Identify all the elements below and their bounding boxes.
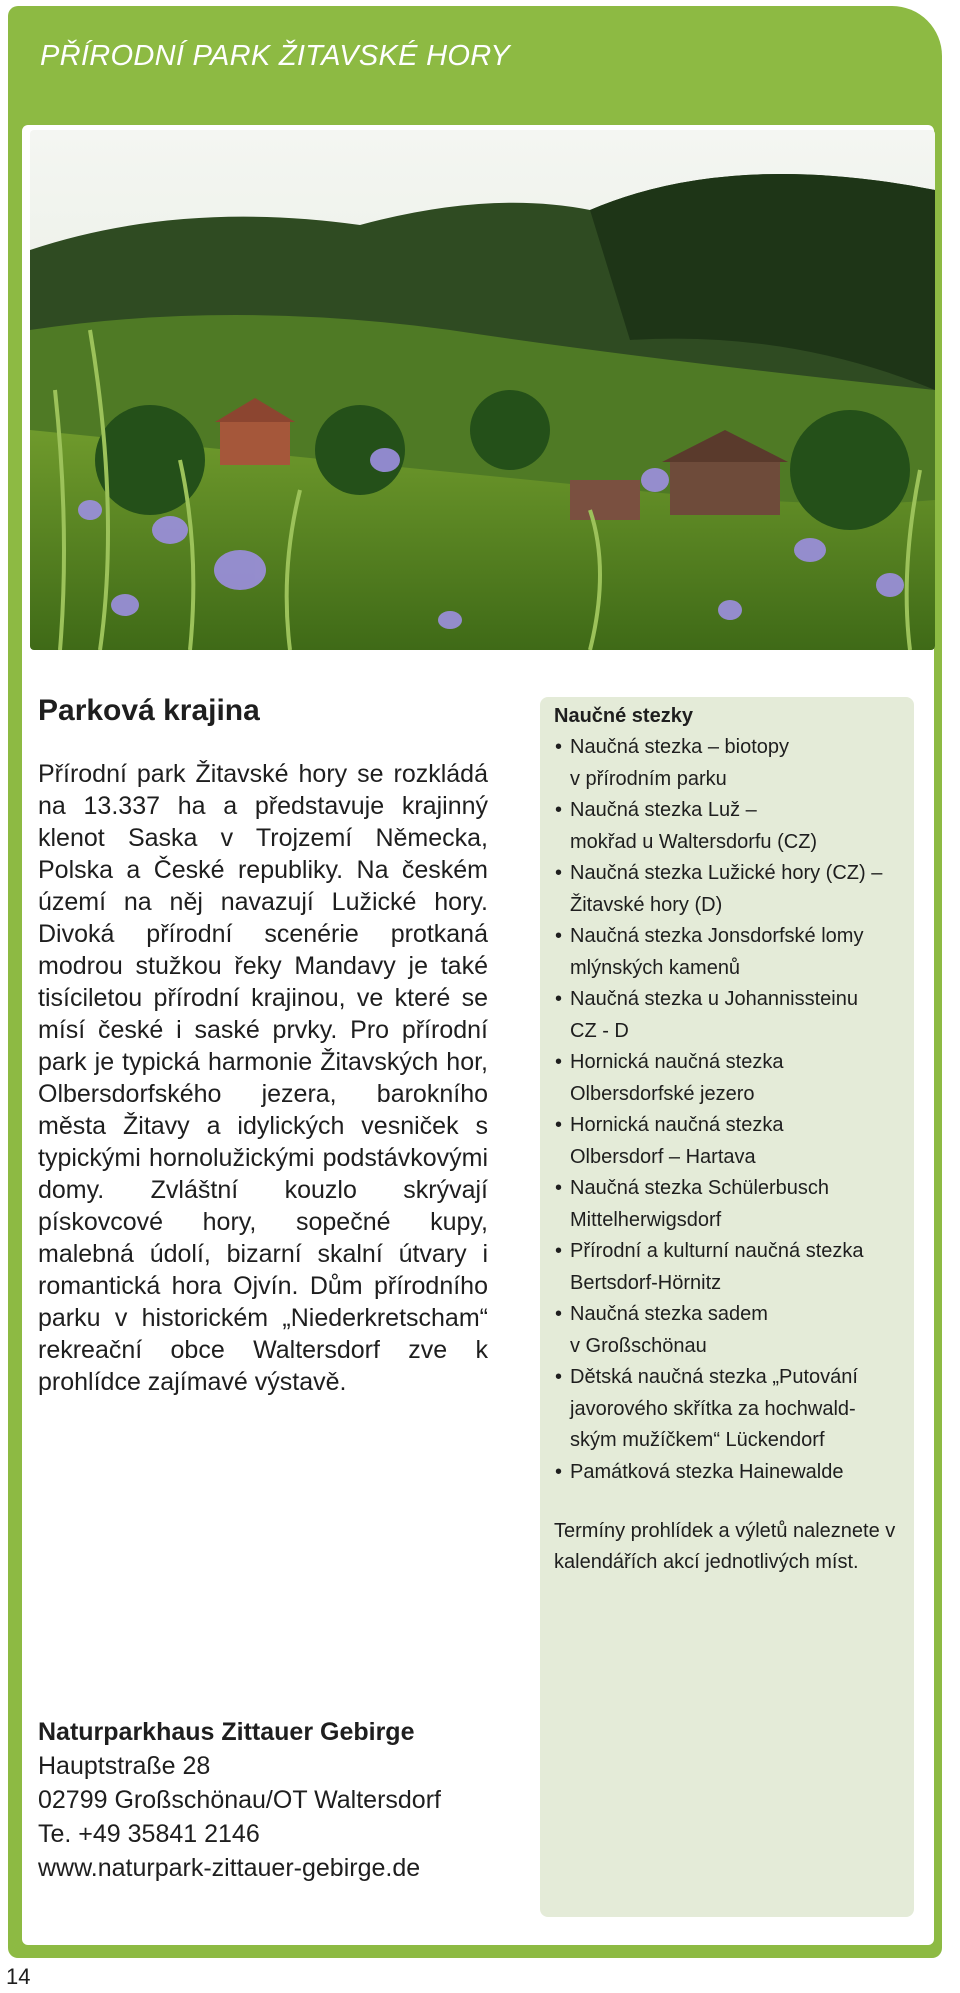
list-item: • Naučná stezka sadem v Großschönau xyxy=(554,1299,906,1362)
list-item: • Dětská naučná stezka „Putování javorového skřítka za hochwald- ským mužíčkem“ Lückendorf xyxy=(554,1362,906,1457)
list-item: • Hornická naučná stezka Olbersdorfské jezero xyxy=(554,1047,906,1110)
trails-heading: Naučné stezky xyxy=(554,705,693,727)
contact-block xyxy=(38,1715,518,1885)
park-title: PŘÍRODNÍ PARK ŽITAVSKÉ HORY xyxy=(40,40,511,72)
trails-note: Termíny prohlídek a výletů naleznete v kalendářích akcí jednotlivých míst. xyxy=(554,1520,896,1573)
list-item: • Hornická naučná stezka Olbersdorf – Hartava xyxy=(554,1110,906,1173)
list-item: • Naučná stezka Lužické hory (CZ) – Žitavské hory (D) xyxy=(554,858,906,921)
list-item: • Památková stezka Hainewalde xyxy=(554,1457,906,1489)
article xyxy=(38,694,488,1398)
contact-street: Hauptstraße 28 xyxy=(38,1752,211,1780)
educational-trails-box xyxy=(540,697,914,1917)
list-item: • Naučná stezka Jonsdorfské lomy mlýnských kamenů xyxy=(554,921,906,984)
article-body: Přírodní park Žitavské hory se rozkládá na 13.337 ha a představuje krajinný klenot Saska v Trojzemí Německa, Polska a České republiky. Na českém území na něj navazují Lužické hory. Divoká přírodní scenérie protkaná modrou stužkou řeky Mandavy je také tisíciletou přírodní krajinou, ve které se mísí české i saské prvky. Pro přírodní park je typická harmonie Žitavských hor, Olbersdorfského jezera, barokního města Žitavy a idylických vesniček s typickými hornolužickými podstávkovými domy. Zvláštní kouzlo skrývají pískovcové hory, sopečné kupy, malebná údolí, bizarní skalní útvary i romantická hora Ojvín. Dům přírodního parku v historickém „Niederkretscham“ rekreační obce Waltersdorf zve k prohlídce zajímavé výstavě. xyxy=(38,760,488,1396)
contact-name: Naturparkhaus Zittauer Gebirge xyxy=(38,1718,415,1746)
landscape-photo xyxy=(30,130,935,650)
list-item: • Přírodní a kulturní naučná stezka Bertsdorf-Hörnitz xyxy=(554,1236,906,1299)
page-number: 14 xyxy=(6,1964,31,1989)
contact-website[interactable]: www.naturpark-zittauer-gebirge.de xyxy=(38,1854,421,1882)
contact-city: 02799 Großschönau/OT Waltersdorf xyxy=(38,1786,441,1814)
article-heading: Parková krajina xyxy=(38,694,260,727)
list-item: • Naučná stezka – biotopy v přírodním parku xyxy=(554,732,906,795)
trails-list xyxy=(554,732,906,1488)
list-item: • Naučná stezka u Johannissteinu CZ - D xyxy=(554,984,906,1047)
contact-phone: Te. +49 35841 2146 xyxy=(38,1820,260,1848)
list-item: • Naučná stezka Luž – mokřad u Waltersdorfu (CZ) xyxy=(554,795,906,858)
list-item: • Naučná stezka Schülerbusch Mittelherwigsdorf xyxy=(554,1173,906,1236)
